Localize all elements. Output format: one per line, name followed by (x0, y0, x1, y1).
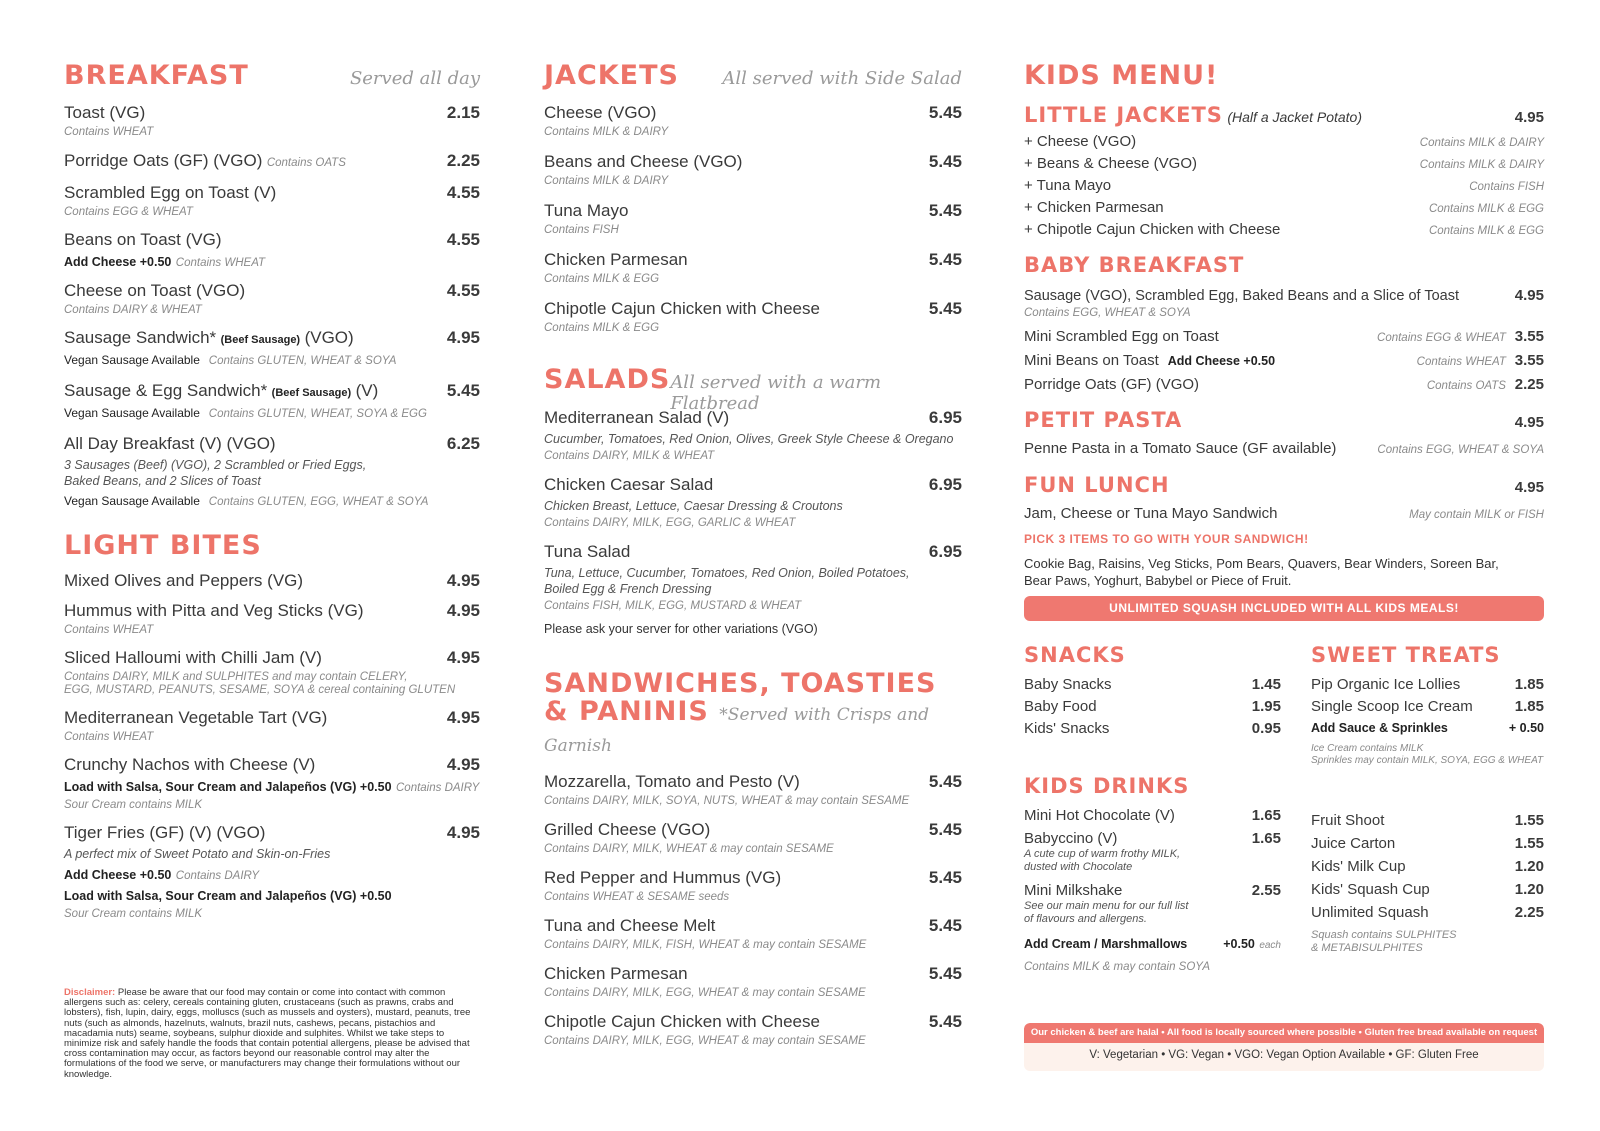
item-name: Chipotle Cajun Chicken with Cheese (544, 299, 820, 318)
menu-item (64, 755, 480, 811)
fun-lunch-pick: PICK 3 ITEMS TO GO WITH YOUR SANDWICH! (1024, 532, 1309, 546)
item-allergens: Contains OATS (266, 157, 346, 169)
item-description: A cute cup of warm frothy MILK, (1024, 848, 1181, 860)
item-description: 3 Sausages (Beef) (VGO), 2 Scrambled or Fried Eggs, (64, 458, 367, 472)
item-name: + Chicken Parmesan (1024, 199, 1164, 216)
menu-item (64, 381, 480, 422)
sandwiches-tagline: *Served with Crisps and Garnish (544, 705, 930, 756)
menu-item (1024, 505, 1544, 522)
list-item (1024, 882, 1281, 899)
sweet-treats-section (1311, 643, 1544, 766)
item-allergens: Contains MILK & EGG (1428, 225, 1544, 237)
item-description: Chicken Breast, Lettuce, Caesar Dressing & Croutons (544, 499, 843, 513)
item-price: 1.85 (1514, 676, 1544, 693)
item-price: 1.20 (1514, 881, 1544, 898)
item-description: Cucumber, Tomatoes, Red Onion, Olives, Greek Style Cheese & Oregano (544, 432, 954, 446)
item-allergens: Contains WHEAT (64, 126, 154, 138)
item-price: 1.95 (1251, 698, 1281, 715)
menu-item (544, 299, 962, 334)
menu-item (544, 868, 962, 903)
item-allergens: Contains EGG, WHEAT & SOYA (1024, 307, 1191, 319)
item-allergens: Contains WHEAT (64, 731, 154, 743)
item-name: Porridge Oats (GF) (VGO) (1024, 376, 1200, 393)
item-price: 5.45 (928, 964, 962, 983)
item-name: Mini Scrambled Egg on Toast (1024, 328, 1219, 345)
little-jackets-title: LITTLE JACKETS (1024, 103, 1223, 127)
item-description: A perfect mix of Sweet Potato and Skin-on-Fries (64, 847, 331, 861)
list-item (1024, 676, 1281, 693)
item-allergens: Contains DAIRY, MILK, FISH, WHEAT & may contain SESAME (544, 939, 867, 951)
item-name: Baby Snacks (1024, 676, 1112, 693)
menu-item (64, 230, 480, 271)
item-name: Red Pepper and Hummus (VG) (544, 868, 782, 887)
kids-menu-title: KIDS MENU! (1024, 60, 1219, 91)
item-price: 2.55 (1251, 882, 1281, 899)
item-description: See our main menu for our full list (1024, 900, 1189, 912)
menu-item (544, 1012, 962, 1047)
snacks-section (1024, 643, 1281, 766)
list-item (1024, 199, 1544, 221)
item-price: 6.95 (928, 408, 962, 427)
list-item (1024, 177, 1544, 199)
item-name: + Tuna Mayo (1024, 177, 1112, 194)
snacks-treats-row (1024, 643, 1544, 766)
breakfast-tagline: Served all day (349, 68, 480, 89)
item-allergens: Sprinkles may contain MILK, SOYA, EGG & WHEAT (1311, 755, 1544, 766)
item-name: Pip Organic Ice Lollies (1311, 676, 1461, 693)
item-name: Porridge Oats (GF) (VGO) (64, 151, 263, 170)
breakfast-title: BREAKFAST (64, 60, 249, 91)
item-allergens: Contains MILK & DAIRY (1419, 159, 1544, 171)
item-allergens: Contains EGG & WHEAT (64, 206, 193, 218)
item-allergens: Contains DAIRY, MILK, EGG, WHEAT & may contain SESAME (544, 1035, 866, 1047)
list-item (1024, 935, 1281, 953)
item-name: Fruit Shoot (1311, 812, 1385, 829)
item-price: 1.55 (1514, 835, 1544, 852)
item-name: Unlimited Squash (1311, 904, 1429, 921)
menu-item (64, 281, 480, 316)
list-item (1311, 858, 1544, 875)
item-price: 1.45 (1251, 676, 1281, 693)
item-allergens: Contains DAIRY (175, 870, 260, 882)
sandwiches-title-line1: SANDWICHES, TOASTIES (544, 668, 937, 699)
sandwiches-title-line2: & PANINIS (544, 696, 709, 727)
item-price: 5.45 (928, 103, 962, 122)
item-description: Baked Beans, and 2 Slices of Toast (64, 474, 261, 488)
item-price: 5.45 (928, 250, 962, 269)
item-price: 4.95 (446, 708, 480, 727)
menu-item (64, 571, 480, 591)
jackets-header (544, 62, 962, 90)
item-name: Beans and Cheese (VGO) (544, 152, 743, 171)
item-name: + Chipotle Cajun Chicken with Cheese (1024, 221, 1281, 238)
item-name: Chicken Parmesan (544, 964, 688, 983)
list-item (1024, 698, 1281, 715)
item-price: 4.95 (446, 601, 480, 620)
item-name: Cheese (VGO) (544, 103, 657, 122)
list-item (1024, 830, 1281, 847)
item-price: 4.95 (1514, 287, 1544, 304)
item-price: 6.25 (446, 434, 480, 453)
light-bites-title: LIGHT BITES (64, 530, 262, 561)
breakfast-header (64, 62, 480, 90)
item-allergens: Sour Cream contains MILK (64, 908, 203, 920)
item-name: Crunchy Nachos with Cheese (V) (64, 755, 316, 774)
item-price: 2.25 (1514, 376, 1544, 393)
item-price: 4.95 (446, 648, 480, 667)
list-item (1311, 881, 1544, 898)
list-item (1311, 812, 1544, 829)
menu-item (64, 648, 480, 696)
little-jackets-list (1024, 133, 1544, 243)
little-jackets-header (1024, 103, 1544, 127)
menu-item (1024, 352, 1544, 370)
item-name: Jam, Cheese or Tuna Mayo Sandwich (1024, 505, 1278, 522)
item-name: Tuna Mayo (544, 201, 629, 220)
menu-item (544, 916, 962, 951)
fun-lunch-options: Cookie Bag, Raisins, Veg Sticks, Pom Bears, Quavers, Bear Winders, Soreen Bar, (1024, 556, 1499, 571)
item-price: 4.95 (446, 755, 480, 774)
item-allergens: Contains DAIRY, MILK and SULPHITES and may contain CELERY, (64, 671, 408, 683)
kids-drinks-right (1311, 774, 1544, 973)
item-name: Tuna Salad (544, 542, 631, 561)
sandwiches-title (544, 670, 962, 760)
menu-item (1024, 440, 1544, 457)
petit-pasta-title: PETIT PASTA (1024, 408, 1183, 432)
kids-drinks-left (1024, 774, 1281, 973)
item-description: of flavours and allergens. (1024, 913, 1147, 925)
item-note: Vegan Sausage Available (64, 353, 200, 367)
item-note: Vegan Sausage Available (64, 494, 200, 508)
breakfast-column (64, 62, 480, 920)
item-price: 5.45 (928, 1012, 962, 1031)
list-item (1024, 155, 1544, 177)
item-name: Mini Beans on Toast (1024, 352, 1159, 369)
item-name: Juice Carton (1311, 835, 1396, 852)
menu-item (64, 103, 480, 138)
item-allergens: Contains DAIRY, MILK, SOYA, NUTS, WHEAT & may contain SESAME (544, 795, 910, 807)
item-price: 5.45 (928, 152, 962, 171)
sweet-treats-title: SWEET TREATS (1311, 643, 1501, 667)
menu-item (1024, 328, 1544, 346)
item-price: 0.95 (1251, 720, 1281, 737)
item-price: 6.95 (928, 542, 962, 561)
item-name: Mini Milkshake (1024, 882, 1123, 899)
item-extra: Add Cheese +0.50 (64, 255, 172, 269)
menu-item (544, 772, 962, 807)
item-price: 1.55 (1514, 812, 1544, 829)
item-allergens: Contains DAIRY, MILK, EGG, WHEAT & may contain SESAME (544, 987, 866, 999)
item-description: Boiled Egg & French Dressing (544, 582, 712, 596)
list-item (1024, 807, 1281, 824)
item-allergens: Contains FISH, MILK, EGG, MUSTARD & WHEAT (544, 600, 802, 612)
item-price: 4.95 (446, 571, 480, 590)
item-allergens: Contains MILK & EGG (1428, 203, 1544, 215)
item-allergens: Contains DAIRY & WHEAT (64, 304, 202, 316)
item-allergens: Contains DAIRY, MILK & WHEAT (544, 450, 715, 462)
salads-tagline: All served with a warm Flatbread (670, 372, 882, 414)
item-name: Sausage Sandwich* (64, 328, 217, 347)
item-extra: Load with Salsa, Sour Cream and Jalapeños (VG) +0.50 (64, 780, 392, 794)
item-allergens: Squash contains SULPHITES (1311, 929, 1457, 941)
kids-column (1024, 62, 1544, 973)
menu-item (64, 708, 480, 743)
item-name: Mediterranean Salad (V) (544, 408, 730, 427)
baby-breakfast-title: BABY BREAKFAST (1024, 253, 1245, 277)
item-allergens: Ice Cream contains MILK (1311, 743, 1424, 754)
item-allergens: Contains FISH (544, 224, 619, 236)
item-extra-price: +0.50 (1223, 937, 1255, 951)
item-price: 4.95 (446, 823, 480, 842)
item-name: Chipotle Cajun Chicken with Cheese (544, 1012, 820, 1031)
item-extra-price: + 0.50 (1508, 721, 1544, 735)
menu-item (64, 434, 480, 510)
petit-pasta-price: 4.95 (1514, 414, 1544, 431)
item-allergens: Sour Cream contains MILK (64, 799, 203, 811)
menu-item (64, 183, 480, 218)
footer-key-box (1024, 1023, 1544, 1071)
item-name: Chicken Caesar Salad (544, 475, 714, 494)
item-price: 3.55 (1514, 328, 1544, 345)
item-name-tail: (V) (355, 381, 379, 400)
item-name: Mixed Olives and Peppers (VG) (64, 571, 304, 590)
menu-item (544, 103, 962, 138)
snacks-title: SNACKS (1024, 643, 1126, 667)
item-allergens: Contains DAIRY (396, 782, 480, 794)
menu-item (64, 151, 480, 171)
menu-item (64, 328, 480, 369)
dietary-key: V: Vegetarian • VG: Vegan • VGO: Vegan Option Available • GF: Gluten Free (1089, 1049, 1479, 1061)
menu-item (544, 201, 962, 236)
item-price: 2.15 (446, 103, 480, 122)
item-price: 6.95 (928, 475, 962, 494)
item-name: Beans on Toast (VG) (64, 230, 222, 249)
fun-lunch-options: Bear Paws, Yoghurt, Babybel or Piece of Fruit. (1024, 573, 1292, 588)
item-name-note: (Beef Sausage) (220, 334, 301, 346)
item-price: 5.45 (928, 916, 962, 935)
list-item (1024, 133, 1544, 155)
item-extra: Add Sauce & Sprinkles (1311, 721, 1448, 735)
footer-banner: Our chicken & beef are halal • All food is locally sourced where possible • Gluten free bread available on request (1024, 1023, 1544, 1043)
list-item (1311, 904, 1544, 921)
item-name: Mozzarella, Tomato and Pesto (V) (544, 772, 800, 791)
menu-item (64, 601, 480, 636)
item-name: Kids' Snacks (1024, 720, 1110, 737)
item-allergens: Contains EGG, WHEAT & SOYA (1377, 444, 1544, 456)
item-allergens: EGG, MUSTARD, PEANUTS, SESAME, SOYA & cereal containing GLUTEN (64, 684, 456, 696)
item-note: Vegan Sausage Available (64, 406, 200, 420)
item-extra: Add Cheese +0.50 (1167, 354, 1276, 368)
list-item (1311, 676, 1544, 693)
item-extra: Add Cream / Marshmallows (1024, 937, 1188, 951)
item-price: 5.45 (928, 772, 962, 791)
item-price: 2.25 (446, 151, 480, 170)
item-allergens: Contains WHEAT (175, 257, 266, 269)
item-description: dusted with Chocolate (1024, 861, 1133, 873)
item-price: 4.95 (446, 328, 480, 347)
item-name: All Day Breakfast (V) (VGO) (64, 434, 276, 453)
item-allergens: May contain MILK or FISH (1409, 509, 1544, 521)
menu-item (544, 964, 962, 999)
item-name: Single Scoop Ice Cream (1311, 698, 1473, 715)
item-name: Sausage (VGO), Scrambled Egg, Baked Beans and a Slice of Toast (1024, 288, 1459, 304)
item-allergens: Contains GLUTEN, WHEAT & SOYA (208, 355, 397, 367)
item-allergens: Contains DAIRY, MILK, EGG, GARLIC & WHEAT (544, 517, 796, 529)
salads-title: SALADS (544, 364, 671, 395)
item-extra-each: each (1259, 940, 1281, 951)
fun-lunch-price: 4.95 (1514, 479, 1544, 496)
item-extra: Load with Salsa, Sour Cream and Jalapeños (VG) +0.50 (64, 889, 392, 903)
item-allergens: Contains MILK & DAIRY (544, 126, 669, 138)
item-name: Hummus with Pitta and Veg Sticks (VG) (64, 601, 364, 620)
item-price: 4.55 (446, 183, 480, 202)
item-price: 5.45 (928, 201, 962, 220)
little-jackets-subtitle: (Half a Jacket Potato) (1227, 109, 1362, 125)
item-name: Scrambled Egg on Toast (V) (64, 183, 277, 202)
item-name: Penne Pasta in a Tomato Sauce (GF available) (1024, 440, 1337, 457)
item-allergens: Contains OATS (1426, 380, 1506, 392)
item-allergens: Contains MILK & DAIRY (1419, 137, 1544, 149)
item-allergens: Contains DAIRY, MILK, WHEAT & may contain SESAME (544, 843, 834, 855)
item-allergens: Contains GLUTEN, EGG, WHEAT & SOYA (208, 496, 429, 508)
kids-drinks-row (1024, 774, 1544, 973)
item-price: 5.45 (928, 299, 962, 318)
item-allergens: Contains EGG & WHEAT (1377, 332, 1506, 344)
item-price: 5.45 (928, 820, 962, 839)
item-allergens: & METABISULPHITES (1311, 942, 1423, 954)
item-allergens: Contains GLUTEN, WHEAT, SOYA & EGG (208, 408, 427, 420)
menu-item (544, 152, 962, 187)
item-name: Cheese on Toast (VGO) (64, 281, 246, 300)
item-price: 5.45 (928, 868, 962, 887)
item-name: Grilled Cheese (VGO) (544, 820, 711, 839)
menu-item (544, 475, 962, 529)
item-price: 3.55 (1514, 352, 1544, 369)
item-price: 1.65 (1251, 807, 1281, 824)
item-price: 2.25 (1514, 904, 1544, 921)
item-price: 1.85 (1514, 698, 1544, 715)
item-price: 4.55 (446, 281, 480, 300)
item-allergens: Contains FISH (1469, 181, 1544, 193)
item-description: Tuna, Lettuce, Cucumber, Tomatoes, Red Onion, Boiled Potatoes, (544, 566, 910, 580)
item-name: + Beans & Cheese (VGO) (1024, 155, 1197, 172)
item-name: Mediterranean Vegetable Tart (VG) (64, 708, 328, 727)
little-jackets-price: 4.95 (1514, 109, 1544, 126)
item-allergens: Contains WHEAT (64, 624, 154, 636)
menu-item (544, 820, 962, 855)
item-name: Sliced Halloumi with Chilli Jam (V) (64, 648, 322, 667)
kids-drinks-title: KIDS DRINKS (1024, 774, 1190, 798)
item-name: Mini Hot Chocolate (V) (1024, 807, 1175, 824)
list-item (1311, 835, 1544, 852)
item-price: 1.65 (1251, 830, 1281, 847)
jackets-tagline: All served with Side Salad (722, 68, 962, 89)
item-allergens: Contains WHEAT & SESAME seeds (544, 891, 730, 903)
item-name: Tiger Fries (GF) (V) (VGO) (64, 823, 266, 842)
fun-lunch-title: FUN LUNCH (1024, 473, 1170, 497)
item-name: Babyccino (V) (1024, 830, 1118, 847)
item-name: Tuna and Cheese Melt (544, 916, 716, 935)
item-allergens: Contains MILK & EGG (544, 322, 660, 334)
salads-header (544, 364, 962, 414)
jackets-title: JACKETS (544, 60, 679, 91)
disclaimer-text: Please be aware that our food may contain or come into contact with common allergens such as: celery, cereals containing gluten, crustaceans (such as prawns, crabs and lobsters), fish, lupin, dairy, eggs, molluscs (such as mussels and oysters), mustard, peanuts, tree nuts (such as almonds, hazelnuts, walnuts, brazil nuts, cashews, pecans, pistachios and macadamia nuts) seame, soybeans, sulphur dioxide and sulphites. Whilst we take steps to minimize risk and safely handle the foods that contain potential allergens, please be advised that cross contamination may occur, as factors beyond our reasonable control may alter the formulations of the food we serve, or manufacturers may change their formulations without our knowledge. (64, 987, 471, 1080)
list-item (1024, 720, 1281, 737)
item-allergens: Contains WHEAT (1416, 356, 1506, 368)
item-name: + Cheese (VGO) (1024, 133, 1137, 150)
item-name: Toast (VG) (64, 103, 146, 122)
item-name: Kids' Milk Cup (1311, 858, 1406, 875)
disclaimer-label: Disclaimer: (64, 987, 116, 998)
item-name-note: (Beef Sausage) (271, 387, 352, 399)
jackets-column (544, 62, 962, 1047)
fun-lunch-header (1024, 473, 1544, 497)
petit-pasta-header (1024, 408, 1544, 432)
item-name: Chicken Parmesan (544, 250, 688, 269)
list-item (1311, 721, 1544, 735)
list-item (1311, 698, 1544, 715)
item-name-tail: (VGO) (304, 328, 354, 347)
item-price: 1.20 (1514, 858, 1544, 875)
disclaimer (64, 988, 474, 1080)
item-name: Kids' Squash Cup (1311, 881, 1430, 898)
salads-footer: Please ask your server for other variations (VGO) (544, 622, 818, 636)
menu-item (544, 250, 962, 285)
item-allergens: Contains MILK & may contain SOYA (1024, 961, 1211, 973)
menu-item (544, 542, 962, 612)
menu-item (1024, 376, 1544, 394)
item-allergens: Contains MILK & DAIRY (544, 175, 669, 187)
item-extra: Add Cheese +0.50 (64, 868, 172, 882)
menu-item (1024, 287, 1544, 319)
menu-item (64, 823, 480, 920)
item-name: Sausage & Egg Sandwich* (64, 381, 268, 400)
item-allergens: Contains MILK & EGG (544, 273, 660, 285)
item-price: 5.45 (446, 381, 480, 400)
list-item (1024, 221, 1544, 243)
squash-banner: UNLIMITED SQUASH INCLUDED WITH ALL KIDS MEALS! (1024, 596, 1544, 621)
item-price: 4.55 (446, 230, 480, 249)
menu-item (544, 408, 962, 462)
item-name: Baby Food (1024, 698, 1097, 715)
